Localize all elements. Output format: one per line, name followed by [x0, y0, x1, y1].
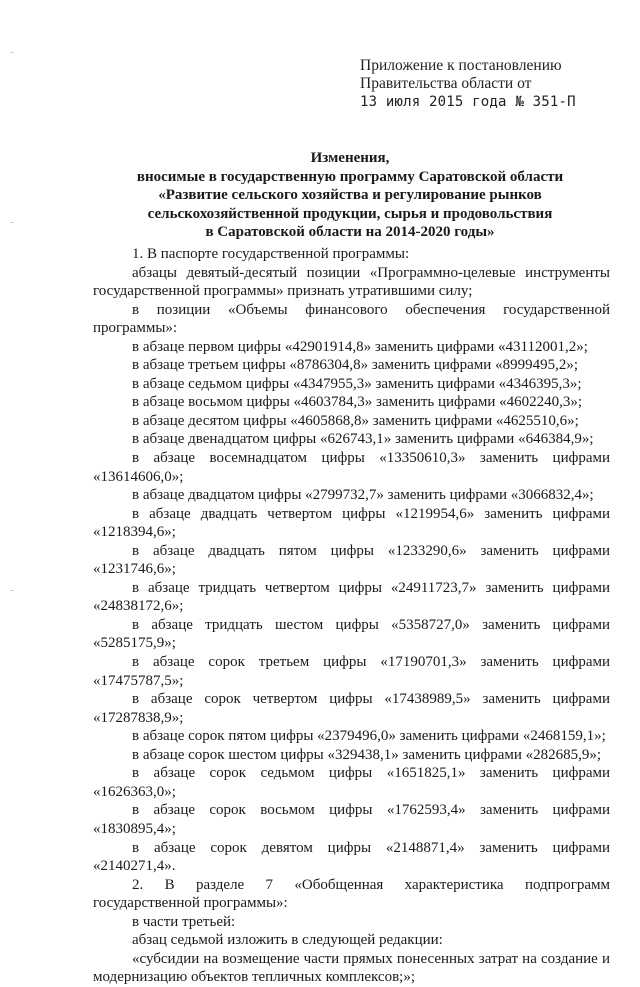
- document-body: [93, 245, 610, 987]
- document-title: [90, 149, 610, 242]
- paragraph: 2. В разделе 7 «Обобщенная характеристика подпрограмм государственной программы»:: [93, 876, 610, 912]
- paragraph: в абзаце сорок седьмом цифры «1651825,1» заменить цифрами «1626363,0»;: [93, 765, 610, 800]
- paragraph: в абзаце десятом цифры «4605868,8» заменить цифрами «4625510,6»;: [132, 412, 579, 429]
- paragraph: в абзаце двадцать четвертом цифры «1219954,6» заменить цифрами «1218394,6»;: [93, 505, 610, 541]
- paragraph: в абзаце седьмом цифры «4347955,3» заменить цифрами «4346395,3»;: [132, 375, 582, 392]
- header-date-line: 13 июля 2015 года № 351-П: [360, 94, 576, 110]
- paragraph: в абзаце сорок девятом цифры «2148871,4» заменить цифрами «2140271,4».: [93, 839, 610, 875]
- paragraph: в абзаце сорок шестом цифры «329438,1» заменить цифрами «282685,9»;: [132, 746, 602, 763]
- title-line: вносимые в государственную программу Саратовской области: [136, 168, 564, 185]
- title-line: «Развитие сельского хозяйства и регулирование рынков: [158, 187, 542, 204]
- paragraph: в абзаце тридцать четвертом цифры «24911723,7» заменить цифрами «24838172,6»;: [93, 579, 610, 615]
- paragraph: в абзаце двадцать пятом цифры «1233290,6» заменить цифрами «1231746,6»;: [93, 542, 610, 578]
- paragraph: абзац седьмой изложить в следующей редакции:: [132, 932, 443, 949]
- header-line-1: Приложение к постановлению: [360, 57, 562, 74]
- paragraph: в абзаце сорок четвертом цифры «17438989,5» заменить цифрами «17287838,9»;: [93, 691, 610, 726]
- paragraph: в абзаце третьем цифры «8786304,8» заменить цифрами «8999495,2»;: [132, 357, 578, 374]
- scan-speck: [10, 52, 14, 53]
- title-line: в Саратовской области на 2014-2020 годы»: [205, 224, 495, 241]
- header-line-2: Правительства области от: [360, 75, 532, 92]
- title-line: Изменения,: [310, 150, 390, 166]
- paragraph: в абзаце восьмом цифры «4603784,3» заменить цифрами «4602240,3»;: [132, 394, 583, 411]
- title-line: сельскохозяйственной продукции, сырья и продовольствия: [147, 205, 553, 222]
- paragraph: в абзаце сорок восьмом цифры «1762593,4» заменить цифрами «1830895,4»;: [93, 802, 610, 837]
- scan-speck: [10, 590, 14, 591]
- paragraph: в абзаце первом цифры «42901914,8» заменить цифрами «43112001,2»;: [132, 338, 588, 355]
- paragraph: «субсидии на возмещение части прямых понесенных затрат на создание и модернизацию объектов тепличных комплексов;»;: [93, 950, 610, 986]
- paragraph: в части третьей:: [132, 913, 236, 930]
- paragraph: в абзаце двенадцатом цифры «626743,1» заменить цифрами «646384,9»;: [132, 431, 594, 448]
- paragraph: в абзаце двадцатом цифры «2799732,7» заменить цифрами «3066832,4»;: [132, 487, 594, 504]
- paragraph: в абзаце тридцать шестом цифры «5358727,0» заменить цифрами «5285175,9»;: [93, 616, 610, 652]
- paragraph: абзацы девятый-десятый позиции «Программно-целевые инструменты государственной программы» признать утратившими силу;: [93, 264, 610, 300]
- paragraph: 1. В паспорте государственной программы:: [132, 246, 410, 262]
- paragraph: в абзаце восемнадцатом цифры «13350610,3» заменить цифрами «13614606,0»;: [93, 450, 610, 485]
- paragraph: в позиции «Объемы финансового обеспечения государственной программы»:: [93, 301, 610, 337]
- appendix-header: [360, 57, 620, 111]
- scan-speck: [10, 222, 14, 223]
- paragraph: в абзаце сорок третьем цифры «17190701,3» заменить цифрами «17475787,5»;: [93, 654, 610, 689]
- paragraph: в абзаце сорок пятом цифры «2379496,0» заменить цифрами «2468159,1»;: [132, 728, 606, 745]
